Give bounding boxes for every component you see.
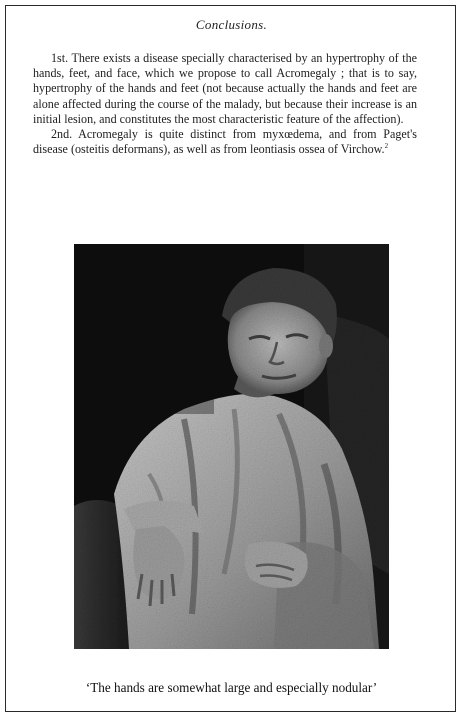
paragraph-second bbox=[33, 127, 417, 157]
patient-photograph bbox=[74, 244, 389, 649]
paragraph-first: 1st. There exists a disease specially characterised by an hypertrophy of the hands, feet, and face, which we propose to call Acromegaly ; that is to say, hypertrophy of the hands and feet (not because actually the hands and feet are alone affected during the course of the malady, but because their increase is an initial lesion, and constitutes the most characteristic feature of the affection). bbox=[33, 51, 417, 126]
figure-caption: ‘The hands are somewhat large and especially nodular’ bbox=[85, 680, 378, 695]
paragraph-second-text: 2nd. Acromegaly is quite distinct from myxœdema, and from Paget's disease (osteitis deformans), as well as from leontiasis ossea of Virchow. bbox=[33, 127, 417, 157]
footnote-marker: 2 bbox=[384, 142, 389, 151]
conclusions-text bbox=[33, 51, 417, 157]
section-heading: Conclusions. bbox=[195, 17, 268, 32]
